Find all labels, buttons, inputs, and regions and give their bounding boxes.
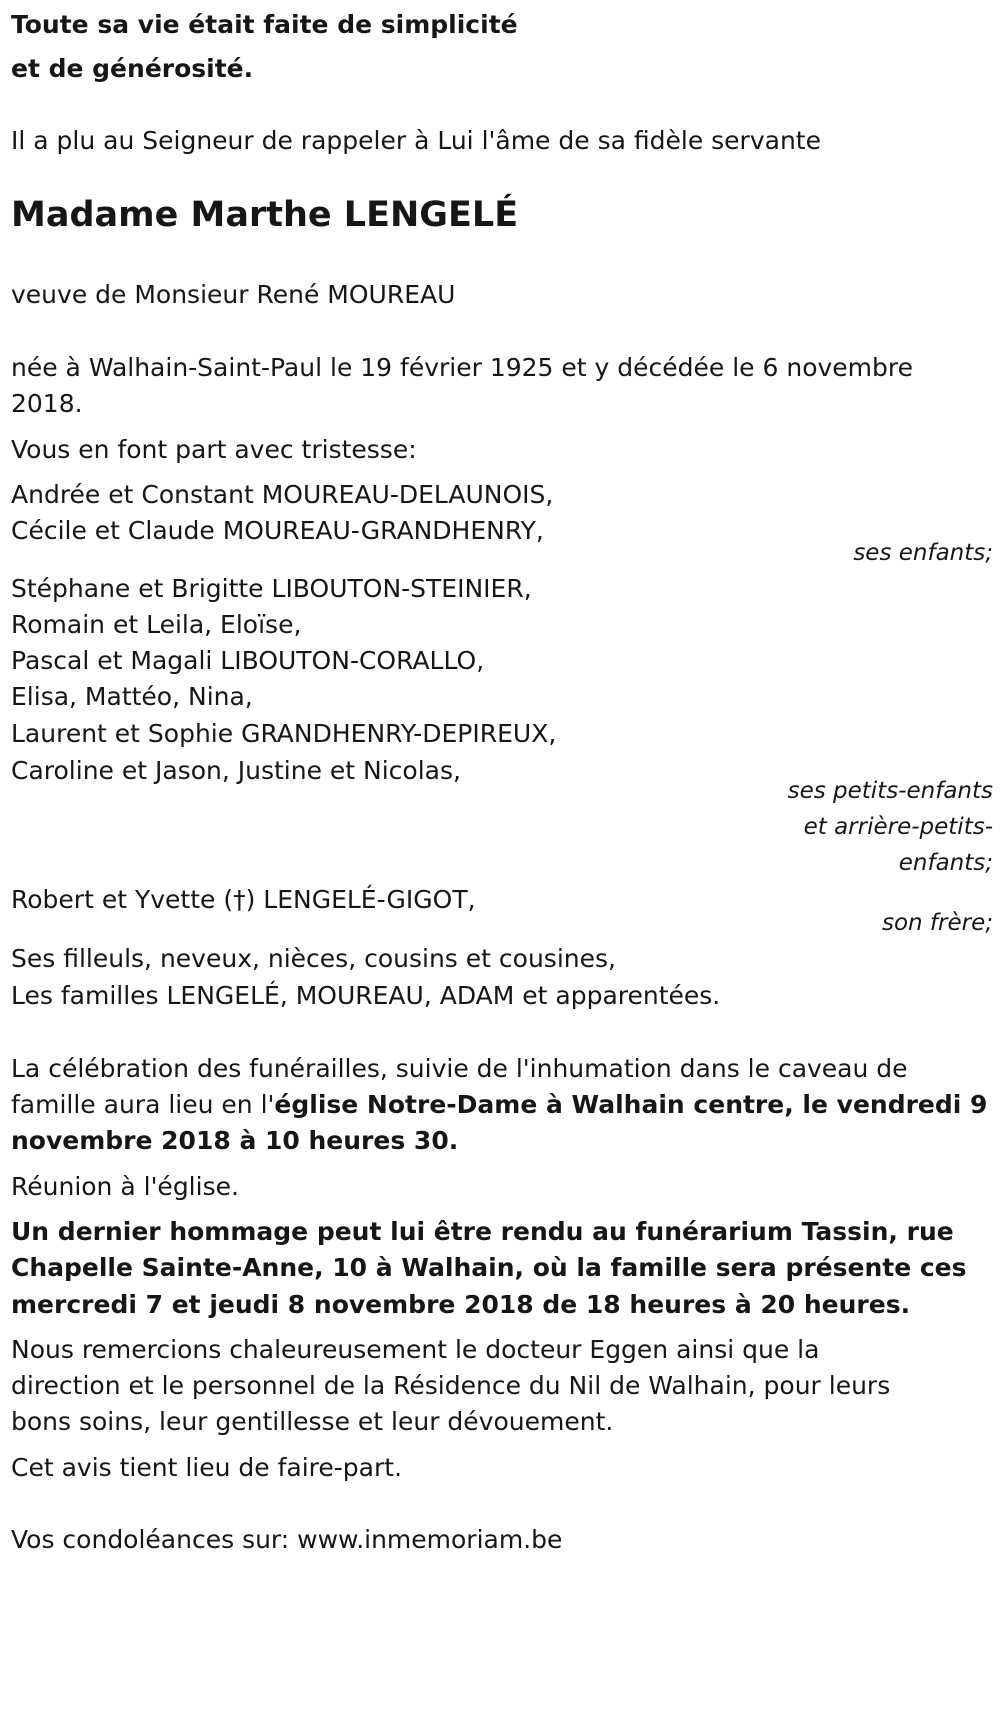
others-line-2: Les familles LENGELÉ, MOUREAU, ADAM et apparentées.	[11, 981, 721, 1010]
brother: Robert et Yvette (†) LENGELÉ-GIGOT,	[11, 885, 476, 914]
grandchildren-role-line-1: ses petits-enfants	[787, 778, 993, 804]
notice: Cet avis tient lieu de faire-part.	[11, 1453, 403, 1482]
tribute-line-2: Chapelle Sainte-Anne, 10 à Walhain, où la famille sera présente ces	[11, 1253, 967, 1282]
grandchild-4: Elisa, Mattéo, Nina,	[11, 682, 253, 711]
brother-role: son frère;	[881, 910, 993, 936]
tribute-line-1: Un dernier hommage peut lui être rendu au funérarium Tassin, rue	[11, 1217, 954, 1246]
deceased-name: Madame Marthe LENGELÉ	[11, 195, 519, 235]
birth-death-line-1: née à Walhain-Saint-Paul le 19 février 1925 et y décédée le 6 novembre	[11, 353, 914, 382]
children-role: ses enfants;	[853, 540, 993, 566]
thanks-line-1: Nous remercions chaleureusement le docteur Eggen ainsi que la	[11, 1335, 820, 1364]
grandchild-3: Pascal et Magali LIBOUTON-CORALLO,	[11, 646, 485, 675]
child-2: Cécile et Claude MOUREAU-GRANDHENRY,	[11, 516, 544, 545]
ceremony-date: novembre 2018 à 10 heures 30.	[11, 1126, 459, 1155]
grandchild-5: Laurent et Sophie GRANDHENRY-DEPIREUX,	[11, 719, 557, 748]
grandchild-1: Stéphane et Brigitte LIBOUTON-STEINIER,	[11, 574, 532, 603]
ceremony-line-1: La célébration des funérailles, suivie de l'inhumation dans le caveau de	[11, 1054, 908, 1083]
grandchild-2: Romain et Leila, Eloïse,	[11, 610, 302, 639]
announcement: Vous en font part avec tristesse:	[11, 435, 417, 464]
ceremony-line-2-normal: famille aura lieu en l'	[11, 1090, 275, 1119]
condolences: Vos condoléances sur: www.inmemoriam.be	[11, 1525, 563, 1554]
reunion: Réunion à l'église.	[11, 1172, 239, 1201]
grandchild-6: Caroline et Jason, Justine et Nicolas,	[11, 756, 461, 785]
ceremony-location: église Notre-Dame à Walhain centre, le vendredi 9	[274, 1090, 988, 1119]
birth-death-line-2: 2018.	[11, 389, 83, 418]
intro: Il a plu au Seigneur de rappeler à Lui l'âme de sa fidèle servante	[11, 126, 821, 155]
motto-line-2: et de générosité.	[11, 54, 254, 83]
thanks-line-2: direction et le personnel de la Résidence du Nil de Walhain, pour leurs	[11, 1371, 891, 1400]
child-1: Andrée et Constant MOUREAU-DELAUNOIS,	[11, 480, 554, 509]
grandchildren-role-line-2: et arrière-petits-	[803, 814, 993, 840]
widow-of: veuve de Monsieur René MOUREAU	[11, 280, 456, 309]
motto-line-1: Toute sa vie était faite de simplicité	[11, 10, 518, 39]
grandchildren-role-line-3: enfants;	[898, 850, 993, 876]
thanks-line-3: bons soins, leur gentillesse et leur dévouement.	[11, 1407, 614, 1436]
ceremony-line-2	[11, 1085, 987, 1125]
tribute-line-3: mercredi 7 et jeudi 8 novembre 2018 de 18 heures à 20 heures.	[11, 1290, 911, 1319]
others-line-1: Ses filleuls, neveux, nièces, cousins et cousines,	[11, 944, 616, 973]
